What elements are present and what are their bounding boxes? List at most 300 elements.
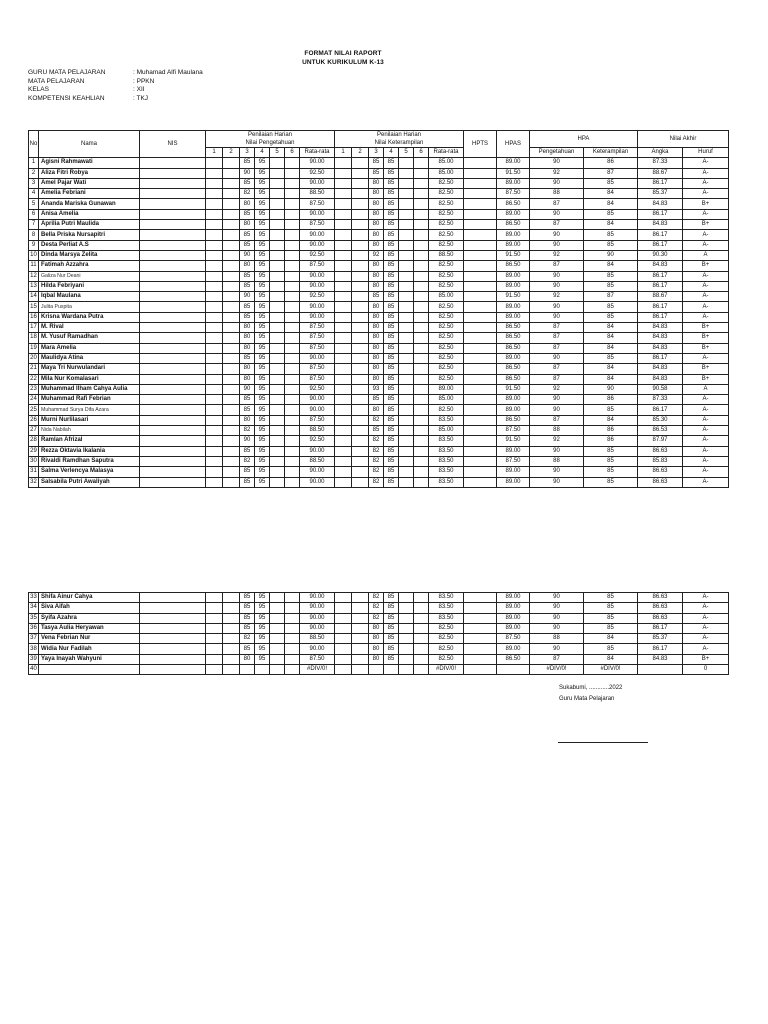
row-hpas: 86.50 — [497, 364, 530, 374]
row-k3: 80 — [369, 220, 384, 230]
row-p3: 85 — [240, 593, 255, 603]
row-hpa-keterampilan: 85 — [584, 477, 638, 487]
row-p2 — [223, 665, 240, 675]
row-k6 — [414, 209, 429, 219]
row-k5 — [399, 281, 414, 291]
row-huruf: A- — [683, 467, 729, 477]
row-hpas: 86.50 — [497, 374, 530, 384]
row-k6 — [414, 199, 429, 209]
row-k2 — [352, 613, 369, 623]
row-huruf: A- — [683, 281, 729, 291]
row-k5 — [399, 446, 414, 456]
row-p1 — [206, 456, 223, 466]
row-hpas: 86.50 — [497, 654, 530, 664]
row-nama: Hilda Febriyani — [39, 281, 140, 291]
row-p5 — [270, 312, 285, 322]
row-p6 — [285, 426, 300, 436]
row-k5 — [399, 158, 414, 168]
row-k4: 85 — [384, 426, 399, 436]
table-row — [29, 261, 729, 271]
row-k1 — [335, 665, 352, 675]
row-huruf: A- — [683, 271, 729, 281]
row-p6 — [285, 292, 300, 302]
row-p3: 90 — [240, 436, 255, 446]
row-hpa-keterampilan: 85 — [584, 456, 638, 466]
row-p5 — [270, 250, 285, 260]
row-p5 — [270, 426, 285, 436]
table-row — [29, 384, 729, 394]
row-angka: 86.17 — [638, 312, 683, 322]
row-rata-keterampilan: 82.50 — [429, 312, 464, 322]
row-p3: 85 — [240, 467, 255, 477]
row-k4 — [384, 665, 399, 675]
table-row — [29, 654, 729, 664]
row-hpas: 89.00 — [497, 467, 530, 477]
row-rata-keterampilan: 82.50 — [429, 364, 464, 374]
row-hpa-pengetahuan: 90 — [530, 353, 584, 363]
table-row — [29, 220, 729, 230]
row-k5 — [399, 302, 414, 312]
row-nama: Ramlan Afrizal — [39, 436, 140, 446]
row-p3: 80 — [240, 343, 255, 353]
row-p2 — [223, 456, 240, 466]
row-k3: 80 — [369, 343, 384, 353]
row-k5 — [399, 323, 414, 333]
row-p1 — [206, 353, 223, 363]
row-huruf: B+ — [683, 199, 729, 209]
row-k5 — [399, 603, 414, 613]
row-hpts — [464, 634, 497, 644]
row-p5 — [270, 230, 285, 240]
row-hpa-pengetahuan: 88 — [530, 426, 584, 436]
row-k6 — [414, 220, 429, 230]
row-k5 — [399, 644, 414, 654]
row-nama: Mara Amelia — [39, 343, 140, 353]
col-rata-rata: Rata-rata — [300, 148, 335, 158]
row-rata-pengetahuan: #DIV/0! — [300, 665, 335, 675]
row-nama: Krisna Wardana Putra — [39, 312, 140, 322]
row-k2 — [352, 467, 369, 477]
row-k6 — [414, 426, 429, 436]
row-p5 — [270, 353, 285, 363]
row-hpa-keterampilan: 85 — [584, 271, 638, 281]
row-hpas: 87.50 — [497, 456, 530, 466]
row-no: 2 — [29, 168, 39, 178]
row-p2 — [223, 158, 240, 168]
row-no: 19 — [29, 343, 39, 353]
row-nis — [140, 613, 206, 623]
row-p2 — [223, 220, 240, 230]
row-k6 — [414, 593, 429, 603]
row-no: 31 — [29, 467, 39, 477]
row-k2 — [352, 446, 369, 456]
row-p4: 95 — [255, 644, 270, 654]
row-nis — [140, 281, 206, 291]
row-k3: 80 — [369, 353, 384, 363]
row-angka: 86.53 — [638, 426, 683, 436]
row-p5 — [270, 384, 285, 394]
row-k1 — [335, 220, 352, 230]
row-k6 — [414, 281, 429, 291]
row-no: 12 — [29, 271, 39, 281]
row-rata-pengetahuan: 90.00 — [300, 271, 335, 281]
row-hpa-keterampilan: 85 — [584, 467, 638, 477]
row-hpts — [464, 374, 497, 384]
row-hpts — [464, 477, 497, 487]
row-p5 — [270, 603, 285, 613]
row-p1 — [206, 250, 223, 260]
row-no: 14 — [29, 292, 39, 302]
row-hpas: 91.50 — [497, 436, 530, 446]
row-rata-pengetahuan: 90.00 — [300, 353, 335, 363]
row-angka: 86.63 — [638, 603, 683, 613]
row-p2 — [223, 623, 240, 633]
row-p4: 95 — [255, 343, 270, 353]
row-k5 — [399, 312, 414, 322]
row-nis — [140, 292, 206, 302]
row-p4: 95 — [255, 323, 270, 333]
row-no: 38 — [29, 644, 39, 654]
row-nis — [140, 209, 206, 219]
row-k1 — [335, 446, 352, 456]
row-angka: 86.63 — [638, 593, 683, 603]
row-p4: 95 — [255, 426, 270, 436]
table-row — [29, 634, 729, 644]
row-huruf: A- — [683, 178, 729, 188]
table-row — [29, 436, 729, 446]
row-p3: 82 — [240, 426, 255, 436]
row-p2 — [223, 292, 240, 302]
row-angka: 84.83 — [638, 199, 683, 209]
row-hpas: 89.00 — [497, 158, 530, 168]
row-p5 — [270, 220, 285, 230]
row-hpts — [464, 456, 497, 466]
row-no: 3 — [29, 178, 39, 188]
row-hpas: 89.00 — [497, 281, 530, 291]
row-huruf: A- — [683, 189, 729, 199]
row-p3: 80 — [240, 364, 255, 374]
row-k4: 85 — [384, 220, 399, 230]
row-p4: 95 — [255, 456, 270, 466]
row-angka: 85.30 — [638, 415, 683, 425]
table-row — [29, 415, 729, 425]
row-k4: 85 — [384, 189, 399, 199]
row-k2 — [352, 634, 369, 644]
col-sub-1: 1 — [206, 148, 223, 158]
row-k3: 85 — [369, 395, 384, 405]
row-p3: 85 — [240, 477, 255, 487]
row-p6 — [285, 623, 300, 633]
row-p2 — [223, 477, 240, 487]
row-p6 — [285, 395, 300, 405]
table-row — [29, 281, 729, 291]
row-k2 — [352, 323, 369, 333]
row-k3: 82 — [369, 436, 384, 446]
row-nama: Shifa Ainur Cahya — [39, 593, 140, 603]
row-k6 — [414, 230, 429, 240]
row-no: 25 — [29, 405, 39, 415]
row-no: 21 — [29, 364, 39, 374]
row-p3: 85 — [240, 644, 255, 654]
row-p6 — [285, 405, 300, 415]
row-p2 — [223, 178, 240, 188]
row-hpas — [497, 665, 530, 675]
row-hpa-pengetahuan: 90 — [530, 240, 584, 250]
row-p3: 82 — [240, 456, 255, 466]
row-hpa-pengetahuan: 90 — [530, 644, 584, 654]
row-p3: 82 — [240, 189, 255, 199]
row-p3: 80 — [240, 415, 255, 425]
col-nilai-pengetahuan-line2: Nilai Pengetahuan — [245, 140, 295, 146]
col-hpas: HPAS — [497, 131, 530, 158]
row-p6 — [285, 415, 300, 425]
row-p1 — [206, 634, 223, 644]
row-k3: 80 — [369, 323, 384, 333]
row-p2 — [223, 426, 240, 436]
row-k2 — [352, 292, 369, 302]
row-k5 — [399, 230, 414, 240]
row-hpts — [464, 405, 497, 415]
row-p2 — [223, 302, 240, 312]
row-p6 — [285, 446, 300, 456]
row-p6 — [285, 230, 300, 240]
row-nis — [140, 261, 206, 271]
row-hpas: 91.50 — [497, 292, 530, 302]
row-k6 — [414, 384, 429, 394]
row-hpas: 89.00 — [497, 240, 530, 250]
row-p6 — [285, 456, 300, 466]
row-p4: 95 — [255, 302, 270, 312]
row-rata-pengetahuan: 92.50 — [300, 168, 335, 178]
row-k6 — [414, 405, 429, 415]
row-k4: 85 — [384, 364, 399, 374]
row-k4: 85 — [384, 654, 399, 664]
row-k4: 85 — [384, 178, 399, 188]
table-row — [29, 374, 729, 384]
row-hpas: 89.00 — [497, 209, 530, 219]
row-huruf: A- — [683, 158, 729, 168]
row-p5 — [270, 634, 285, 644]
row-p5 — [270, 364, 285, 374]
row-k3: 82 — [369, 467, 384, 477]
row-hpts — [464, 209, 497, 219]
row-k4: 85 — [384, 477, 399, 487]
row-angka: 84.83 — [638, 374, 683, 384]
row-hpas: 89.00 — [497, 446, 530, 456]
row-p5 — [270, 654, 285, 664]
row-k2 — [352, 158, 369, 168]
row-p6 — [285, 364, 300, 374]
row-hpts — [464, 623, 497, 633]
row-rata-keterampilan: 82.50 — [429, 240, 464, 250]
row-p2 — [223, 353, 240, 363]
row-p1 — [206, 477, 223, 487]
row-k6 — [414, 477, 429, 487]
row-hpas: 91.50 — [497, 168, 530, 178]
row-k6 — [414, 395, 429, 405]
table-row — [29, 343, 729, 353]
row-no: 18 — [29, 333, 39, 343]
row-rata-pengetahuan: 92.50 — [300, 384, 335, 394]
row-p1 — [206, 436, 223, 446]
table-row — [29, 302, 729, 312]
row-rata-keterampilan: 88.50 — [429, 250, 464, 260]
row-rata-keterampilan: 83.50 — [429, 613, 464, 623]
row-p2 — [223, 593, 240, 603]
row-hpa-keterampilan: #DIV/0! — [584, 665, 638, 675]
row-p5 — [270, 178, 285, 188]
row-hpa-pengetahuan: 87 — [530, 415, 584, 425]
info-value: : TKJ — [133, 94, 149, 102]
row-hpa-pengetahuan: 92 — [530, 250, 584, 260]
col-sub-4: 4 — [255, 148, 270, 158]
row-rata-keterampilan: #DIV/0! — [429, 665, 464, 675]
row-nama: Anisa Amelia — [39, 209, 140, 219]
row-hpa-keterampilan: 85 — [584, 312, 638, 322]
row-no: 40 — [29, 665, 39, 675]
row-k2 — [352, 353, 369, 363]
table-row — [29, 644, 729, 654]
row-p1 — [206, 220, 223, 230]
row-k5 — [399, 456, 414, 466]
row-p2 — [223, 230, 240, 240]
row-k3: 82 — [369, 477, 384, 487]
row-k6 — [414, 415, 429, 425]
row-p3: 85 — [240, 395, 255, 405]
row-angka: 86.17 — [638, 353, 683, 363]
row-hpa-pengetahuan: 87 — [530, 333, 584, 343]
row-hpa-keterampilan: 85 — [584, 230, 638, 240]
row-k3: 80 — [369, 312, 384, 322]
row-k6 — [414, 271, 429, 281]
row-angka: 86.17 — [638, 271, 683, 281]
row-k2 — [352, 250, 369, 260]
row-nis — [140, 333, 206, 343]
col-sub-5: 5 — [270, 148, 285, 158]
row-no: 1 — [29, 158, 39, 168]
row-p1 — [206, 333, 223, 343]
row-k3: 80 — [369, 199, 384, 209]
row-hpas: 89.00 — [497, 644, 530, 654]
row-rata-pengetahuan: 90.00 — [300, 405, 335, 415]
row-k4: 85 — [384, 603, 399, 613]
footer-place-date: Sukabumi, ............2022 — [559, 685, 623, 691]
row-k6 — [414, 312, 429, 322]
row-huruf: A- — [683, 353, 729, 363]
row-hpa-pengetahuan: 88 — [530, 456, 584, 466]
table-row — [29, 353, 729, 363]
col-nilai-pengetahuan-line1: Penilaian Harian — [247, 132, 293, 138]
row-k3: 80 — [369, 302, 384, 312]
row-k2 — [352, 665, 369, 675]
row-hpa-keterampilan: 84 — [584, 374, 638, 384]
table-row — [29, 292, 729, 302]
row-k2 — [352, 189, 369, 199]
row-p6 — [285, 644, 300, 654]
row-p6 — [285, 281, 300, 291]
row-p3: 80 — [240, 323, 255, 333]
row-hpts — [464, 446, 497, 456]
row-rata-pengetahuan: 87.50 — [300, 261, 335, 271]
row-k1 — [335, 623, 352, 633]
row-k3: 82 — [369, 456, 384, 466]
row-p5 — [270, 323, 285, 333]
row-huruf: A- — [683, 456, 729, 466]
row-rata-pengetahuan: 87.50 — [300, 415, 335, 425]
info-row — [28, 78, 203, 87]
row-k5 — [399, 343, 414, 353]
row-k3: 85 — [369, 158, 384, 168]
row-p1 — [206, 665, 223, 675]
row-hpa-pengetahuan: 90 — [530, 446, 584, 456]
row-huruf: A- — [683, 613, 729, 623]
col-nilai-akhir: Nilai Akhir — [638, 131, 729, 148]
row-k1 — [335, 178, 352, 188]
col-sub-1: 1 — [335, 148, 352, 158]
row-k6 — [414, 353, 429, 363]
row-p2 — [223, 189, 240, 199]
row-k5 — [399, 199, 414, 209]
info-row — [28, 95, 203, 104]
row-k2 — [352, 209, 369, 219]
row-k4: 85 — [384, 199, 399, 209]
row-huruf: A- — [683, 436, 729, 446]
row-p3: 85 — [240, 271, 255, 281]
col-sub-3: 3 — [240, 148, 255, 158]
row-no: 9 — [29, 240, 39, 250]
row-p6 — [285, 323, 300, 333]
row-p6 — [285, 467, 300, 477]
row-k6 — [414, 364, 429, 374]
row-nis — [140, 644, 206, 654]
row-hpa-keterampilan: 84 — [584, 364, 638, 374]
row-k1 — [335, 593, 352, 603]
row-p4: 95 — [255, 374, 270, 384]
row-hpas: 89.00 — [497, 271, 530, 281]
row-k4: 85 — [384, 456, 399, 466]
row-hpas: 89.00 — [497, 178, 530, 188]
row-hpts — [464, 323, 497, 333]
row-p1 — [206, 189, 223, 199]
row-hpa-pengetahuan: 90 — [530, 230, 584, 240]
row-k4: 85 — [384, 333, 399, 343]
row-p4: 95 — [255, 593, 270, 603]
col-nis: NIS — [140, 131, 206, 158]
row-no: 4 — [29, 189, 39, 199]
row-nama: Vena Febrian Nur — [39, 634, 140, 644]
row-k5 — [399, 436, 414, 446]
row-hpa-keterampilan: 84 — [584, 654, 638, 664]
row-k3: 93 — [369, 384, 384, 394]
row-p6 — [285, 261, 300, 271]
row-p2 — [223, 199, 240, 209]
row-p1 — [206, 654, 223, 664]
row-k5 — [399, 240, 414, 250]
row-nama: M. Rival — [39, 323, 140, 333]
row-k1 — [335, 240, 352, 250]
row-nis — [140, 271, 206, 281]
row-p1 — [206, 281, 223, 291]
row-hpas: 89.00 — [497, 623, 530, 633]
row-no: 37 — [29, 634, 39, 644]
row-k5 — [399, 189, 414, 199]
row-p2 — [223, 405, 240, 415]
row-hpa-keterampilan: 87 — [584, 168, 638, 178]
row-p5 — [270, 158, 285, 168]
row-k3: 80 — [369, 209, 384, 219]
row-rata-keterampilan: 82.50 — [429, 623, 464, 633]
row-hpas: 86.50 — [497, 333, 530, 343]
